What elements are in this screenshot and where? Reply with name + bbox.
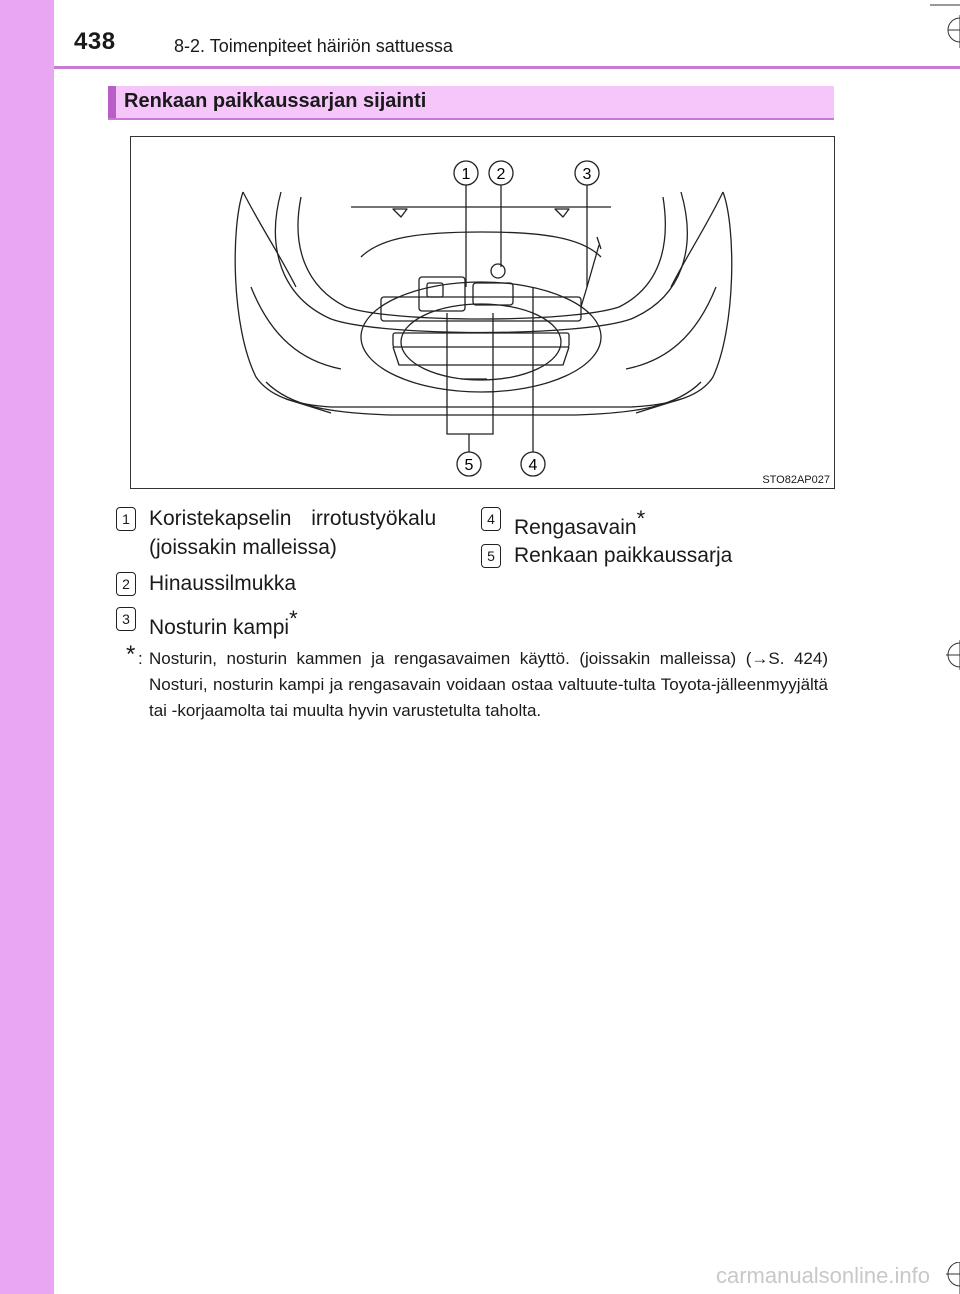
section-header-bar <box>108 86 834 120</box>
legend-number-badge: 2 <box>116 572 136 596</box>
callout-4: 4 <box>528 457 538 474</box>
side-color-band <box>0 0 54 1294</box>
legend-item-5 <box>481 541 821 571</box>
legend-label <box>514 504 645 542</box>
footnote <box>126 641 828 724</box>
legend-number-badge: 3 <box>116 607 136 631</box>
legend-number-badge: 4 <box>481 507 501 531</box>
footnote-asterisk: * <box>126 641 136 668</box>
legend-label <box>149 604 298 642</box>
callout-1: 1 <box>461 166 471 183</box>
header-rule <box>54 66 960 69</box>
legend-label: Hinaussilmukka <box>149 572 297 595</box>
legend-item-3 <box>116 604 466 639</box>
legend-number-badge: 1 <box>116 507 136 531</box>
asterisk-mark: * <box>289 606 298 631</box>
legend-label <box>149 504 436 562</box>
footnote-text: Nosturin, nosturin kammen ja rengasavaimen käyttö. (joissakin malleissa) (→S. 424) Nosturi, nosturin kampi ja rengasavain voidaan ostaa valtuute-tulta Toyota-jälleenmyyjältä tai -korjaamolta tai muulta hyvin varustetulta taholta. <box>149 649 828 720</box>
crop-mark-bottom-right <box>940 1262 960 1294</box>
watermark: carmanualsonline.info <box>715 1263 930 1288</box>
crop-mark-top-right <box>930 0 960 50</box>
legend-item-1 <box>116 504 466 564</box>
legend-label-text: Nosturin kampi <box>149 616 290 639</box>
crop-mark-middle-right <box>940 640 960 670</box>
figure-code: STO82AP027 <box>762 474 830 486</box>
car-rear-drawing <box>131 137 834 488</box>
legend-label: Renkaan paikkaussarja <box>514 544 733 567</box>
legend-item-2 <box>116 569 466 599</box>
legend-item-4 <box>481 504 821 539</box>
legend-label-line1: Koristekapselin irrotustyökalu <box>149 507 437 530</box>
legend-label-text: Rengasavain <box>514 516 637 539</box>
footnote-colon: : <box>138 649 143 668</box>
legend-label-line2: (joissakin malleissa) <box>149 536 337 559</box>
legend-number-badge: 5 <box>481 544 501 568</box>
trunk-illustration <box>130 136 835 489</box>
callout-3: 3 <box>582 166 592 183</box>
callout-5: 5 <box>464 457 474 474</box>
asterisk-mark: * <box>636 506 646 531</box>
page-number: 438 <box>74 28 116 55</box>
chapter-title: 8-2. Toimenpiteet häiriön sattuessa <box>174 36 453 56</box>
section-title: Renkaan paikkaussarjan sijainti <box>124 90 427 112</box>
section-accent <box>108 86 116 118</box>
callout-2: 2 <box>496 166 506 183</box>
